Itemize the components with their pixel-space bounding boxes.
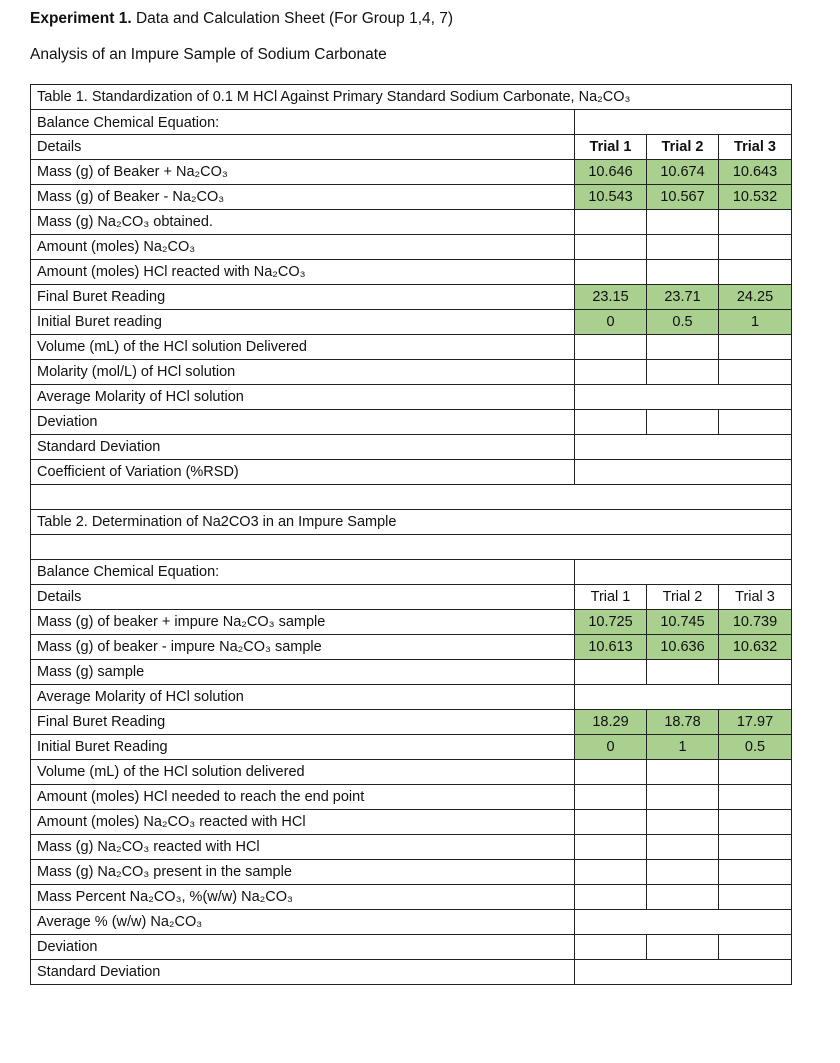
empty-cell[interactable] — [719, 410, 792, 435]
table2-row-volume — [31, 760, 792, 785]
row-label: Mass (g) Na₂CO₃ reacted with HCl — [31, 835, 575, 860]
table2-row-deviation — [31, 935, 792, 960]
value-cell: 10.725 — [575, 610, 647, 635]
table2-spacer-row — [31, 535, 792, 560]
empty-cell[interactable] — [719, 810, 792, 835]
empty-cell[interactable] — [719, 260, 792, 285]
empty-cell — [31, 485, 792, 510]
row-label: Deviation — [31, 935, 575, 960]
table2-row-amount-hcl — [31, 785, 792, 810]
row-label: Volume (mL) of the HCl solution Delivered — [31, 335, 575, 360]
table1-row-deviation — [31, 410, 792, 435]
row-label: Mass (g) of Beaker - Na₂CO₃ — [31, 185, 575, 210]
table2-row-final-buret — [31, 710, 792, 735]
table2-row-mass-plus — [31, 610, 792, 635]
table2-equation-cell[interactable] — [575, 560, 792, 585]
table2-row-initial-buret — [31, 735, 792, 760]
table1-row-mass-plus — [31, 160, 792, 185]
value-cell: 10.745 — [647, 610, 719, 635]
table2-row-mass-present — [31, 860, 792, 885]
value-cell: 1 — [647, 735, 719, 760]
empty-cell[interactable] — [719, 210, 792, 235]
table2-equation-label: Balance Chemical Equation: — [31, 560, 575, 585]
row-label: Mass (g) of beaker + impure Na₂CO₃ sample — [31, 610, 575, 635]
empty-cell[interactable] — [575, 335, 647, 360]
table2-row-mass-reacted — [31, 835, 792, 860]
value-cell: 10.646 — [575, 160, 647, 185]
empty-cell[interactable] — [575, 960, 792, 985]
empty-cell[interactable] — [575, 360, 647, 385]
table1-row-mass-minus — [31, 185, 792, 210]
empty-cell[interactable] — [647, 235, 719, 260]
empty-cell[interactable] — [719, 885, 792, 910]
table2-row-avg-percent — [31, 910, 792, 935]
table2-equation-row — [31, 560, 792, 585]
empty-cell[interactable] — [575, 935, 647, 960]
table2-row-mass-sample — [31, 660, 792, 685]
value-cell: 10.567 — [647, 185, 719, 210]
table1-row-final-buret — [31, 285, 792, 310]
data-sheet-table — [30, 84, 792, 985]
table2-title-row — [31, 510, 792, 535]
table2-row-amount-na2co3 — [31, 810, 792, 835]
row-label: Molarity (mol/L) of HCl solution — [31, 360, 575, 385]
row-label: Average % (w/w) Na₂CO₃ — [31, 910, 575, 935]
value-cell: 0.5 — [719, 735, 792, 760]
row-label: Initial Buret reading — [31, 310, 575, 335]
sheet-heading — [30, 10, 453, 28]
empty-cell[interactable] — [647, 935, 719, 960]
empty-cell[interactable] — [719, 860, 792, 885]
table1-row-avg-molarity — [31, 385, 792, 410]
empty-cell[interactable] — [575, 260, 647, 285]
empty-cell[interactable] — [575, 660, 647, 685]
empty-cell[interactable] — [647, 360, 719, 385]
empty-cell[interactable] — [719, 935, 792, 960]
table1-header-row — [31, 135, 792, 160]
empty-cell[interactable] — [575, 910, 792, 935]
table1-details-label: Details — [31, 135, 575, 160]
table1-row-amount-na2co3 — [31, 235, 792, 260]
empty-cell[interactable] — [575, 785, 647, 810]
value-cell: 23.15 — [575, 285, 647, 310]
empty-cell[interactable] — [647, 260, 719, 285]
empty-cell[interactable] — [719, 360, 792, 385]
empty-cell[interactable] — [575, 235, 647, 260]
row-label: Initial Buret Reading — [31, 735, 575, 760]
table1-row-mass-obtained — [31, 210, 792, 235]
table2-title: Table 2. Determination of Na2CO3 in an Impure Sample — [31, 510, 792, 535]
row-label: Deviation — [31, 410, 575, 435]
value-cell: 23.71 — [647, 285, 719, 310]
row-label: Average Molarity of HCl solution — [31, 685, 575, 710]
table2-details-label: Details — [31, 585, 575, 610]
table2-trial-1-header: Trial 1 — [575, 585, 647, 610]
empty-cell[interactable] — [575, 460, 792, 485]
value-cell: 10.643 — [719, 160, 792, 185]
row-label: Mass (g) of Beaker + Na₂CO₃ — [31, 160, 575, 185]
row-label: Standard Deviation — [31, 960, 575, 985]
experiment-label: Experiment 1. — [30, 10, 132, 27]
value-cell: 10.636 — [647, 635, 719, 660]
empty-cell[interactable] — [719, 235, 792, 260]
empty-cell[interactable] — [719, 785, 792, 810]
empty-cell[interactable] — [647, 335, 719, 360]
table1-trial-1-header: Trial 1 — [575, 135, 647, 160]
empty-cell[interactable] — [575, 435, 792, 460]
empty-cell[interactable] — [575, 810, 647, 835]
empty-cell[interactable] — [575, 410, 647, 435]
table2-row-mass-percent — [31, 885, 792, 910]
table1-trial-2-header: Trial 2 — [647, 135, 719, 160]
table1-title-row — [31, 85, 792, 110]
table2-trial-2-header: Trial 2 — [647, 585, 719, 610]
table1-equation-label: Balance Chemical Equation: — [31, 110, 575, 135]
table2-header-row — [31, 585, 792, 610]
value-cell: 0 — [575, 735, 647, 760]
row-label: Mass Percent Na₂CO₃, %(w/w) Na₂CO₃ — [31, 885, 575, 910]
empty-cell[interactable] — [575, 685, 792, 710]
value-cell: 17.97 — [719, 710, 792, 735]
row-label: Final Buret Reading — [31, 285, 575, 310]
value-cell: 24.25 — [719, 285, 792, 310]
row-label: Amount (moles) Na₂CO₃ — [31, 235, 575, 260]
spacer-row — [31, 485, 792, 510]
row-label: Coefficient of Variation (%RSD) — [31, 460, 575, 485]
row-label: Mass (g) Na₂CO₃ obtained. — [31, 210, 575, 235]
table2-row-std-dev — [31, 960, 792, 985]
value-cell: 10.532 — [719, 185, 792, 210]
row-label: Volume (mL) of the HCl solution delivered — [31, 760, 575, 785]
empty-cell[interactable] — [719, 335, 792, 360]
empty-cell[interactable] — [647, 210, 719, 235]
empty-cell[interactable] — [575, 860, 647, 885]
empty-cell[interactable] — [719, 660, 792, 685]
value-cell: 0.5 — [647, 310, 719, 335]
empty-cell[interactable] — [647, 660, 719, 685]
table1-row-volume — [31, 335, 792, 360]
table2-trial-3-header: Trial 3 — [719, 585, 792, 610]
row-label: Average Molarity of HCl solution — [31, 385, 575, 410]
empty-cell — [31, 535, 792, 560]
value-cell: 18.78 — [647, 710, 719, 735]
table1-title: Table 1. Standardization of 0.1 M HCl Against Primary Standard Sodium Carbonate, Na₂CO₃ — [31, 85, 792, 110]
empty-cell[interactable] — [575, 760, 647, 785]
row-label: Mass (g) sample — [31, 660, 575, 685]
row-label: Amount (moles) Na₂CO₃ reacted with HCl — [31, 810, 575, 835]
empty-cell[interactable] — [575, 210, 647, 235]
table2-row-avg-molarity — [31, 685, 792, 710]
row-label: Amount (moles) HCl reacted with Na₂CO₃ — [31, 260, 575, 285]
value-cell: 10.613 — [575, 635, 647, 660]
experiment-title: Data and Calculation Sheet (For Group 1,4, 7) — [135, 10, 454, 27]
empty-cell[interactable] — [575, 885, 647, 910]
value-cell: 10.674 — [647, 160, 719, 185]
empty-cell[interactable] — [647, 835, 719, 860]
empty-cell[interactable] — [575, 835, 647, 860]
empty-cell[interactable] — [719, 835, 792, 860]
row-label: Amount (moles) HCl needed to reach the end point — [31, 785, 575, 810]
table1-row-molarity — [31, 360, 792, 385]
value-cell: 18.29 — [575, 710, 647, 735]
empty-cell[interactable] — [647, 860, 719, 885]
row-label: Mass (g) of beaker - impure Na₂CO₃ sample — [31, 635, 575, 660]
row-label: Mass (g) Na₂CO₃ present in the sample — [31, 860, 575, 885]
empty-cell[interactable] — [647, 785, 719, 810]
empty-cell[interactable] — [575, 385, 792, 410]
table2-row-mass-minus — [31, 635, 792, 660]
table1-equation-cell[interactable] — [575, 110, 792, 135]
value-cell: 1 — [719, 310, 792, 335]
table1-row-initial-buret — [31, 310, 792, 335]
empty-cell[interactable] — [647, 810, 719, 835]
sheet-subtitle: Analysis of an Impure Sample of Sodium Carbonate — [30, 46, 387, 63]
value-cell: 10.632 — [719, 635, 792, 660]
empty-cell[interactable] — [719, 760, 792, 785]
table1-equation-row — [31, 110, 792, 135]
empty-cell[interactable] — [647, 410, 719, 435]
value-cell: 0 — [575, 310, 647, 335]
row-label: Standard Deviation — [31, 435, 575, 460]
value-cell: 10.543 — [575, 185, 647, 210]
empty-cell[interactable] — [647, 885, 719, 910]
table1-row-cv — [31, 460, 792, 485]
table1-trial-3-header: Trial 3 — [719, 135, 792, 160]
table1-row-amount-hcl — [31, 260, 792, 285]
empty-cell[interactable] — [647, 760, 719, 785]
table1-row-std-dev — [31, 435, 792, 460]
value-cell: 10.739 — [719, 610, 792, 635]
row-label: Final Buret Reading — [31, 710, 575, 735]
